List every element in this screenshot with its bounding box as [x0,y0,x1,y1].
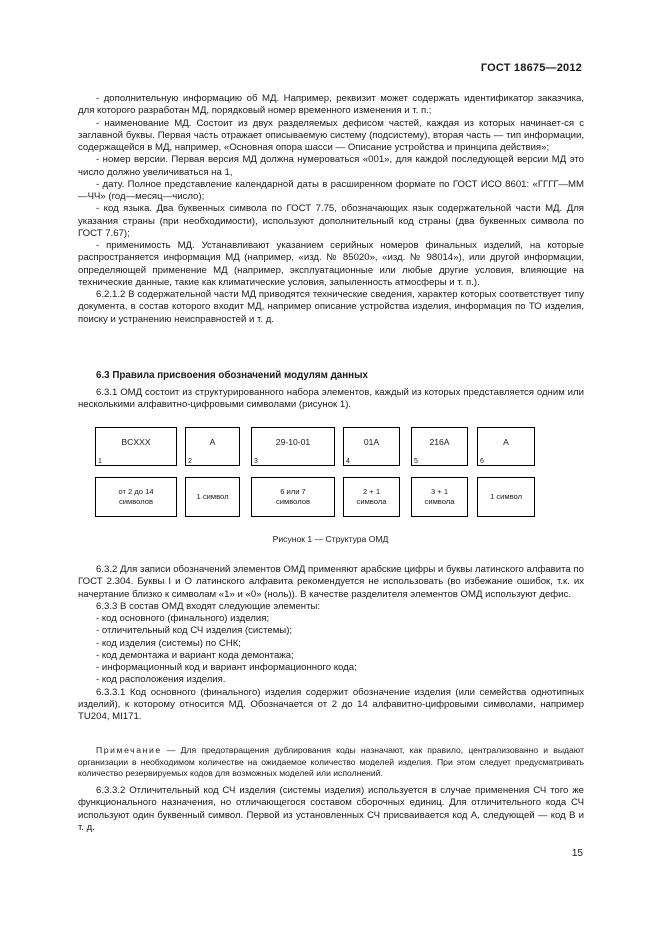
paragraph-6-3-2: 6.3.2 Для записи обозначений элементов ОМД применяют арабские цифры и буквы латинского алфавита по ГОСТ 2.304. Буквы I и О латинского алфавита рекомендуется не использовать (во избежание ошибок, т.к. их начертание близко к символам «1» и «0» (ноль)). В качестве разделителя элементов ОМД используют дефис. [78,564,584,600]
paragraph-6-3-3: 6.3.3 В состав ОМД входят следующие элементы: [96,600,321,612]
paragraph-6-2-1-2: 6.2.1.2 В содержательной части МД приводятся технические сведения, характер которых соответствует типу документа, в состав которого входит МД, например описание устройства изделия, информация по ТО изделия, поиску и устранению неисправностей и т. д. [78,289,584,325]
document-header-id: ГОСТ 18675—2012 [480,62,582,74]
omd-element-number: 2 [188,458,192,465]
omd-element-number: 4 [346,458,350,465]
paragraph-6-3-1 [78,387,584,412]
length-label-line: 1 символ [196,492,229,501]
text-block-elements [78,564,584,723]
omd-element-code: 29-10-01 [275,437,311,447]
omd-element-number: 5 [414,458,418,465]
length-label-line: 1 символ [489,492,523,501]
omd-element-box-1 [95,427,177,466]
omd-element-length-1 [95,477,177,517]
length-label-line: 3 + 1 [430,487,449,496]
section-heading-6-3: 6.3 Правила присвоения обозначений модулям данных [96,370,368,381]
length-label-line: символа [356,497,387,506]
list-item: - код демонтажа и вариант кода демонтажа; [96,649,294,661]
omd-element-box-5 [411,427,468,466]
omd-element-length-5 [411,477,468,517]
note-block [78,745,584,780]
omd-element-code: 01A [363,437,380,447]
omd-element-number: 3 [254,458,258,465]
omd-element-box-6 [477,427,535,466]
text-block-intro [78,93,584,326]
length-label-line: символа [424,497,455,506]
paragraph-6-3-3-1: 6.3.3.1 Код основного (финального) изделия содержит обозначение изделия (или семейства однотипных изделий), к которому относится МД. Обозначается от 2 до 14 алфавитно-цифровыми символами, например TU204, MI171. [78,686,584,722]
list-item: - код языка. Два буквенных символа по ГОСТ 7.75, обозначающих язык содержательной части МД. Для указания страны (при необходимости), используют дополнительный код страны (два буквенных символа по ГОСТ 7.67); [78,203,584,239]
omd-element-number: 6 [480,458,484,465]
omd-element-code: BCXXX [121,437,151,447]
page-number: 15 [571,848,583,859]
list-item: - код основного (финального) изделия; [96,613,270,624]
length-label-line: 6 или 7 [280,487,306,496]
omd-element-box-4 [343,427,400,466]
paragraph-text: 6.3.3.2 Отличительный код СЧ изделия (системы изделия) используется в случае применения СЧ того же функционального назначения, но отличающегося составом сборочных единиц. Для отличительного кода СЧ используют один буквенный символ. Первой из установленных СЧ присваивается код А, следующей — код В и т. д. [78,785,584,833]
paragraph-6-3-3-2 [78,785,584,834]
list-item: - дополнительную информацию об МД. Например, реквизит может содержать идентификатор заказчика, для которого разработан МД, порядковый номер временного изменения и т. п.; [78,93,584,117]
list-item: - номер версии. Первая версия МД должна нумероваться «001», для каждой последующей версии МД это число должно увеличиваться на 1, [78,154,584,178]
omd-element-code: 216A [429,437,450,447]
list-item: - применимость МД. Устанавливают указанием серийных номеров финальных изделий, на которые распространяется информация МД (например, «изд. № 85020», «изд. № 98014»), или другой информации, определяющей применение МД (например, эксплуатационные или любые другие условия, влияющие на технические данные, такие как климатические условия, запыленность атмосферы и т. п.). [78,240,584,288]
omd-element-length-6 [477,477,535,517]
note-label: Примечание [96,745,162,755]
paragraph-text: 6.3.1 ОМД состоит из структурированного набора элементов, каждый из которых представляется одним или несколькими алфавитно-цифровыми символами (рисунок 1). [78,387,584,411]
list-item: - дату. Полное представление календарной даты в расширенном формате по ГОСТ ИСО 8601: «ГГГГ—ММ—ЧЧ» (год—месяц—число); [78,178,584,202]
length-label-line: символов [275,497,311,506]
omd-element-box-2 [185,427,240,466]
omd-element-box-3 [251,427,335,466]
list-item: - код расположения изделия. [96,674,226,686]
figure-caption: Рисунок 1 — Структура ОМД [272,534,389,544]
omd-element-number: 1 [98,458,102,465]
omd-element-code: A [209,437,216,447]
length-label-line: от 2 до 14 [118,487,154,496]
omd-element-code: A [503,437,509,447]
note-text: — Для предотвращения дублирования коды назначают, как правило, централизованно и выдают организации в необходимом количестве на ожидаемое количество моделей изделия. При этом следует предусматривать количество резервируемых кодов для возможных моделей или исполнений. [78,745,584,778]
omd-element-length-4 [343,477,400,517]
omd-element-length-3 [251,477,335,517]
length-label-line: 2 + 1 [362,487,381,496]
list-item: - отличительный код СЧ изделия (системы); [96,625,293,637]
list-item: - наименование МД. Состоит из двух разделяемых дефисом частей, каждая из которых начинает-ся с заглавной буквы. Первая часть отражает описываемую систему (подсистему), вторая часть — тип информации, содержащейся в МД, например, «Основная опора шасси — Описание устройства и принципа действия»; [78,117,584,153]
omd-element-length-2 [185,477,240,517]
list-item: - код изделия (системы) по СНК; [96,637,241,649]
list-item: - информационный код и вариант информационного кода; [96,662,357,673]
length-label-line: символов [118,497,154,506]
